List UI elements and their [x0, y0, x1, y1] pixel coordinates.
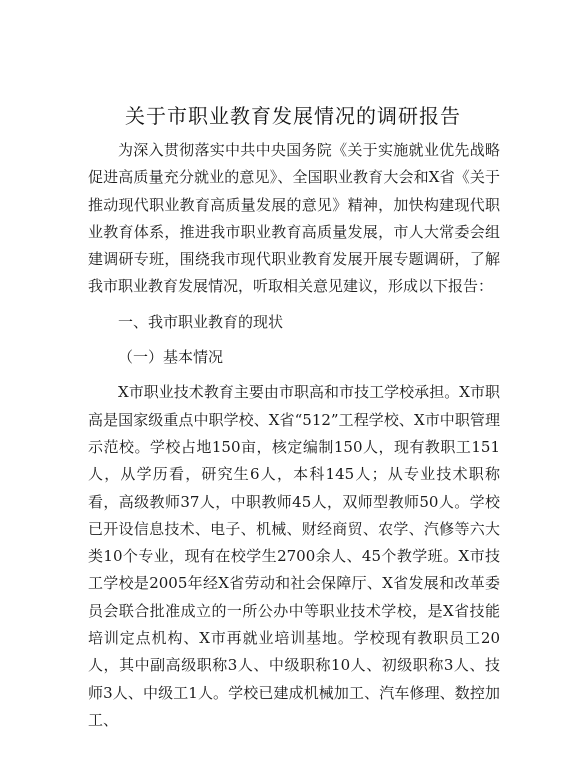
body-paragraph: X市职业技术教育主要由市职高和市技工学校承担。X市职高是国家级重点中职学校、X省“512”工程学校、X市中职管理示范校。学校占地150亩，核定编制150人，现有教职工151人，从学历看，研究生6人，本科145人；从专业技术职称看，高级教师37人，中职教师45人，双师型教师50人。学校已开设信息技术、电子、机械、财经商贸、农学、汽修等六大类10个专业，现有在校学生2700余人、45个教学班。X市技工学校是2005年经X省劳动和社会保障厅、X省发展和改革委员会联合批准成立的一所公办中等职业技术学校，是X省技能培训定点机构、X市再就业培训基地。学校现有教职员工20人，其中副高级职称3人、中级职称10人、初级职称3人、技师3人、中级工1人。学校已建成机械加工、汽车修理、数控加工、	[88, 383, 500, 729]
subsection-heading: （一）基本情况	[118, 348, 224, 367]
spacer	[88, 301, 500, 309]
document-body	[88, 137, 500, 734]
document-title: 关于市职业教育发展情况的调研报告	[125, 104, 461, 128]
spacer	[88, 371, 500, 379]
intro-paragraph: 为深入贯彻落实中共中央国务院《关于实施就业优先战略促进高质量充分就业的意见》、全国职业教育大会和X省《关于推动现代职业教育高质量发展的意见》精神，加快构建现代职业教育体系，推进我市职业教育高质量发展，市人大常委会组建调研专班，围绕我市现代职业教育发展开展专题调研，了解我市职业教育发展情况，听取相关意见建议，形成以下报告：	[88, 141, 500, 296]
spacer	[88, 336, 500, 344]
section-heading: 一、我市职业教育的现状	[118, 312, 284, 331]
